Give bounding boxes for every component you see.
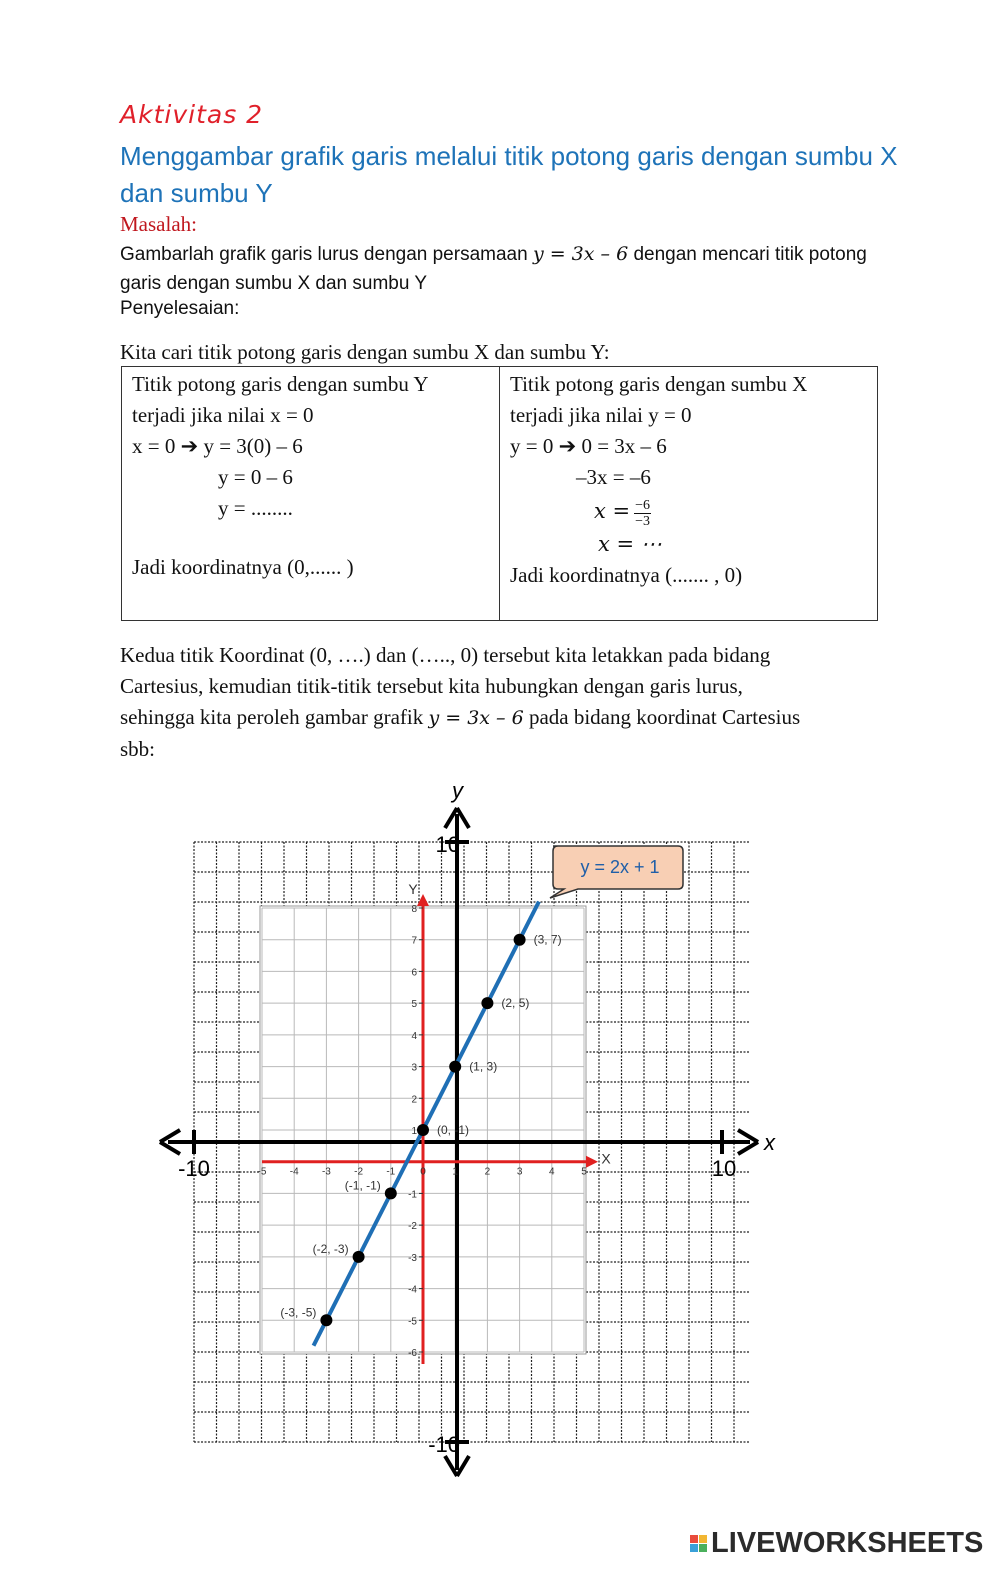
inner-y-label: Y [408,881,418,897]
point-label: (-1, -1) [344,1178,381,1193]
inner-y-tick-label: -1 [408,1189,417,1201]
outer-tick-label: -10 [428,1432,460,1457]
left-line-1: Titik potong garis dengan sumbu Y [132,372,429,396]
plot-point [353,1251,365,1263]
inner-y-tick-label: 4 [411,1030,417,1042]
inner-y-tick-label: 5 [411,999,417,1011]
brand-square [690,1544,698,1552]
outer-tick-label: 10 [435,832,460,857]
y-intercept-cell [122,367,500,621]
outer-x-label: x [764,1130,775,1155]
left-line-2: terjadi jika nilai x = 0 [132,403,314,427]
inner-x-tick-label: 4 [549,1166,555,1178]
inner-x-tick-label: -4 [289,1166,299,1178]
outer-y-label: y [452,778,463,803]
outer-tick-label: -10 [178,1156,210,1181]
left-line-5: y = ........ [218,496,293,520]
intercept-table [121,366,878,621]
inner-x-tick-label: -2 [354,1166,364,1178]
problem-equation: y = 3x – 6 [532,243,629,265]
inner-x-tick-label: 1 [452,1166,458,1178]
problem-label: Masalah: [120,212,197,236]
brand-square [690,1535,698,1543]
callout-text: y = 2x + 1 [580,857,660,877]
point-label: (1, 3) [469,1059,498,1074]
solution-label: Penyelesaian: [120,298,240,319]
problem-text-after: dengan mencari titik potong garis dengan sumbu X dan sumbu Y [120,244,867,294]
plot-point [320,1314,332,1326]
problem-statement [120,240,880,298]
inner-x-tick-label: 0 [420,1166,426,1178]
brand-name: LIVEWORKSHEETS [711,1527,984,1559]
para-line-1: Kedua titik Koordinat (0, ….) dan (….., 0) tersebut kita letakkan pada bidang [120,643,771,667]
plot-point [449,1061,461,1073]
plot-point [514,934,526,946]
page-title: Menggambar grafik garis melalui titik potong garis dengan sumbu X dan sumbu Y [120,141,898,208]
inner-y-tick-label: 3 [411,1062,417,1074]
intro-text: Kita cari titik potong garis dengan sumbu X dan sumbu Y: [120,340,610,364]
inner-y-tick-label: -4 [408,1284,417,1296]
para-line-3: sehingga kita peroleh gambar grafik y = 3x – 6 pada bidang koordinat Cartesius [120,705,801,729]
right-line-4: –3x = –6 [576,465,651,489]
inner-y-tick-label: -3 [408,1252,417,1264]
right-line-6: x = ⋯ [598,532,662,556]
inner-y-tick-label: 6 [411,967,417,979]
left-line-4: y = 0 – 6 [218,465,293,489]
left-line-3: x = 0 ➔ y = 3(0) – 6 [132,434,303,458]
right-line-3: y = 0 ➔ 0 = 3x – 6 [510,434,667,458]
outer-tick-label: 10 [711,1156,737,1181]
explanation-paragraph [120,640,880,765]
point-label: (-2, -3) [312,1241,349,1256]
point-label: (-3, -5) [280,1305,317,1320]
cartesian-graph [150,770,800,1490]
plot-point [417,1124,429,1136]
inner-x-tick-label: -3 [321,1166,331,1178]
inner-y-tick-label: 8 [411,904,417,915]
inner-y-tick-label: -2 [408,1221,417,1233]
point-label: (2, 5) [501,996,530,1011]
fraction: $\frac{-6}{-3}$ [635,497,651,529]
inner-y-tick-label: 7 [411,935,417,947]
brand-logo [690,1527,983,1560]
para-line-4: sbb: [120,737,156,761]
plot-point [481,997,493,1009]
inner-y-tick-label: -5 [408,1316,417,1328]
inner-y-tick-label: 2 [411,1094,417,1106]
graph [150,770,800,1495]
brand-icon [690,1535,707,1552]
inner-x-label: X [601,1150,611,1167]
inner-x-tick-label: -5 [257,1166,267,1178]
inner-y-tick-label: 1 [411,1126,417,1137]
right-line-fraction: x = $\frac{-6}{-3}$ [594,497,651,529]
inner-x-arrow [586,1156,598,1168]
brand-square [699,1535,707,1543]
inner-x-tick-label: -1 [386,1166,396,1178]
right-line-2: terjadi jika nilai y = 0 [510,403,692,427]
inner-x-tick-label: 2 [484,1166,491,1178]
point-label: (0, -1) [437,1123,470,1137]
activity-title: Aktivitas 2 [120,100,264,129]
inner-x-tick-label: 5 [581,1166,587,1178]
point-label: (3, 7) [533,932,562,947]
problem-text-before: Gambarlah grafik garis lurus dengan persamaan [120,244,533,265]
inner-y-tick-label: -6 [408,1348,417,1359]
right-line-1: Titik potong garis dengan sumbu X [510,372,808,396]
inner-x-tick-label: 3 [516,1166,523,1178]
plot-point [385,1187,397,1199]
para-line-2: Cartesius, kemudian titik-titik tersebut kita hubungkan dengan garis lurus, [120,674,743,698]
x-intercept-cell [500,367,878,621]
brand-square [699,1544,707,1552]
right-result: Jadi koordinatnya (....... , 0) [510,563,743,587]
left-result: Jadi koordinatnya (0,...... ) [132,555,354,579]
